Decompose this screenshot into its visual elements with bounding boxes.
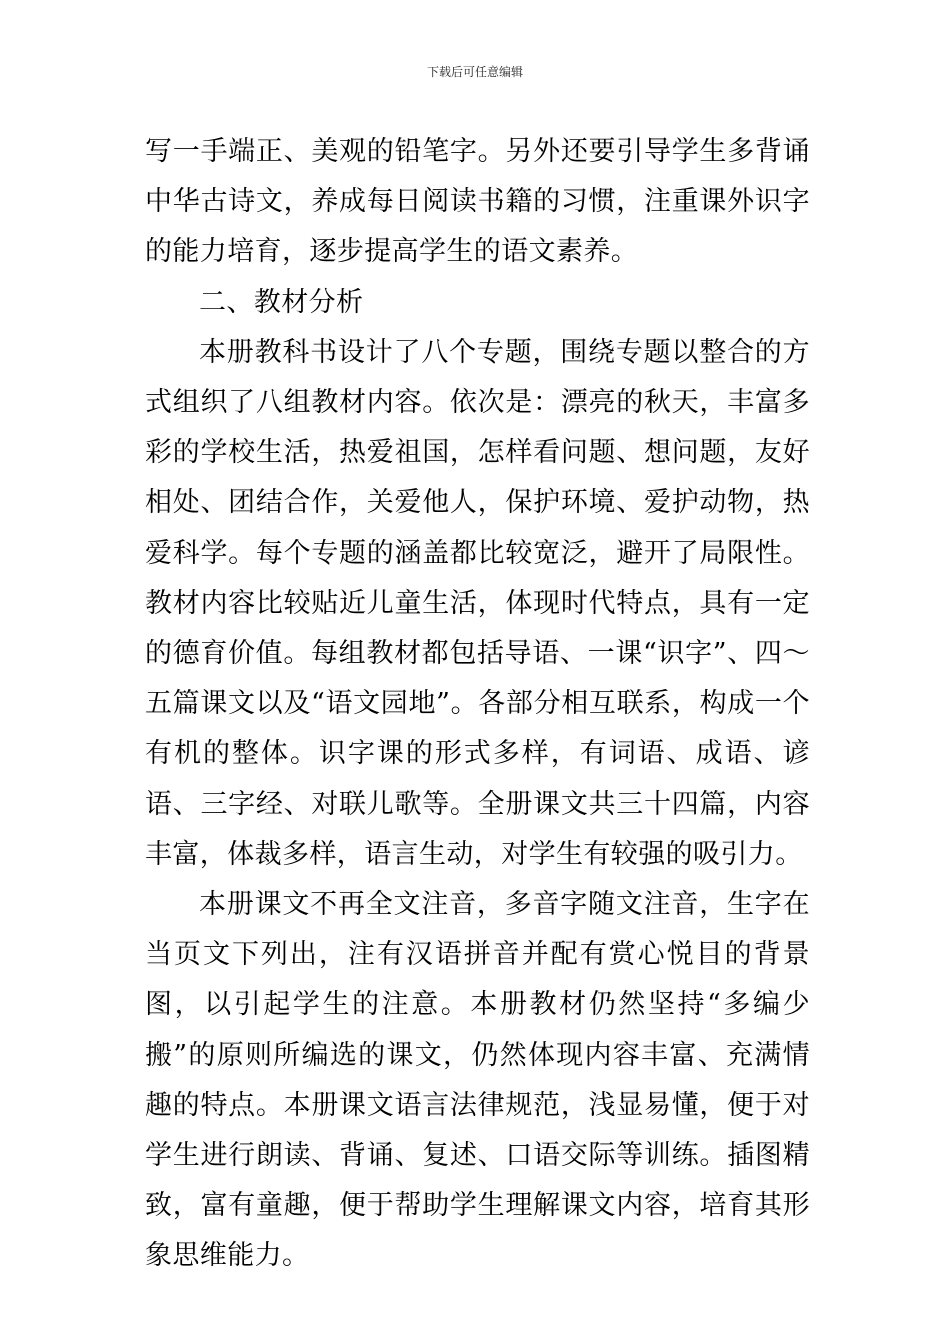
- section-heading: 二、教材分析: [199, 286, 364, 318]
- paragraph-textbook-overview: 本册教科书设计了八个专题，围绕专题以整合的方式组织了八组教材内容。依次是：漂亮的秋天，丰富多彩的学校生活，热爱祖国，怎样看问题、想问题，友好相处、团结合作，关爱他人，保护环境、爱护动物，热爱科学。每个专题的涵盖都比较宽泛，避开了局限性。教材内容比较贴近儿童生活，体现时代特点，具有一定的德育价值。每组教材都包括导语、一课“识字”、四～五篇课文以及“语文园地”。各部分相互联系，构成一个有机的整体。识字课的形式多样，有词语、成语、谚语、三字经、对联儿歌等。全册课文共三十四篇，内容丰富，体裁多样，语言生动，对学生有较强的吸引力。: [145, 336, 810, 870]
- page-header: 下载后可任意编辑: [426, 65, 523, 79]
- paragraph-continuation: 写一手端正、美观的铅笔字。另外还要引导学生多背诵中华古诗文，养成每日阅读书籍的习惯，注重课外识字的能力培育，逐步提高学生的语文素养。: [145, 136, 810, 268]
- paragraph-textbook-features: 本册课文不再全文注音，多音字随文注音，生字在当页文下列出，注有汉语拼音并配有赏心悦目的背景图，以引起学生的注意。本册教材仍然坚持“多编少搬”的原则所编选的课文，仍然体现内容丰富、充满情趣的特点。本册课文语言法律规范，浅显易懂，便于对学生进行朗读、背诵、复述、口语交际等训练。插图精致，富有童趣，便于帮助学生理解课文内容，培育其形象思维能力。: [145, 889, 810, 1272]
- document-body: [145, 127, 810, 1282]
